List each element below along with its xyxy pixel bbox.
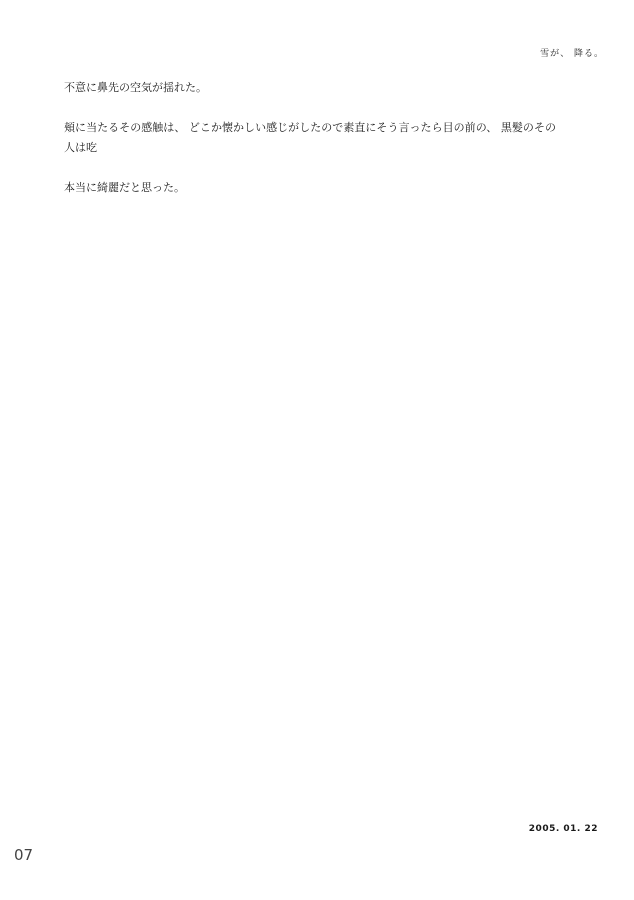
- opening-line: 不意に鼻先の空気が揺れた。: [64, 81, 207, 94]
- date-stamp: 2005. 01. 22: [528, 824, 598, 834]
- paragraph-spacer: [64, 158, 556, 178]
- closing-line: 本当に綺麗だと思った。: [64, 181, 185, 194]
- main-paragraph: 頬に当たるその感触は、 どこか懐かしい感じがしたので素直にそう言ったら目の前の、 黒髪のその人は吃: [64, 121, 556, 154]
- story-text: [64, 78, 556, 198]
- paragraph-spacer: [64, 98, 556, 118]
- page-number: 07: [14, 846, 34, 864]
- running-header-title: 雪が、 降る。: [540, 49, 604, 59]
